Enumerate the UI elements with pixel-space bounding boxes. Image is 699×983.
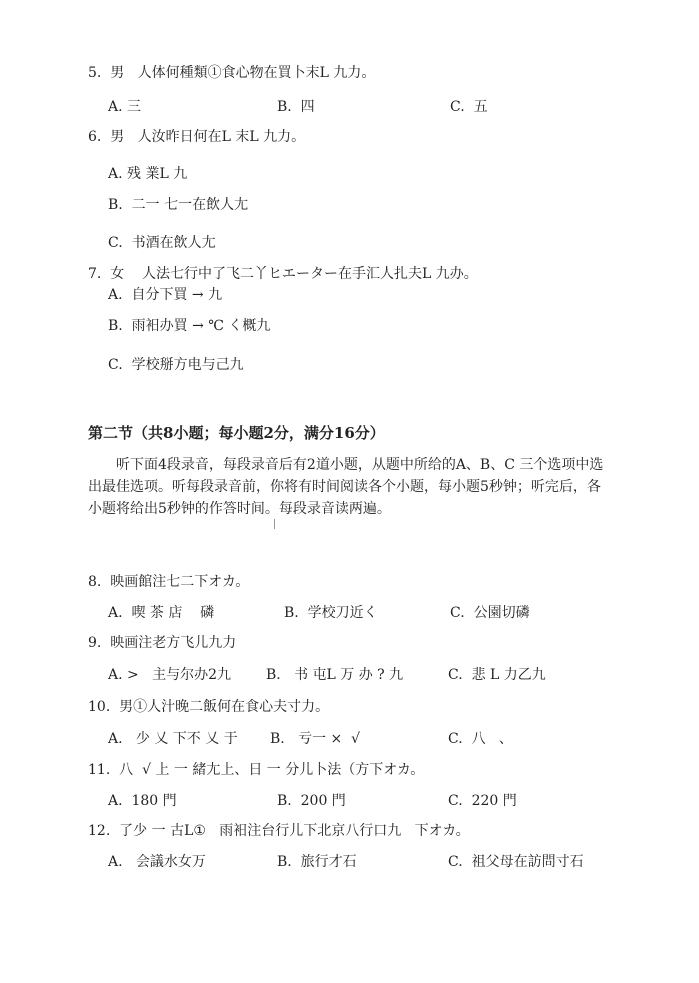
question-6-option-a: A. 残 業L 九 <box>108 166 188 182</box>
question-7-stem: 7. 女 人法七行中了飞二丫ヒエーター在手汇人扎夫L 九办。 <box>88 266 478 282</box>
question-6-stem: 6. 男 人汝昨日何在L 末L 九力。 <box>88 129 306 145</box>
question-6-option-b: B. 二一 七一在飲人尢 <box>108 197 249 213</box>
question-9-option-b: B. 书 屯L 万 办 ? 九 <box>266 667 404 683</box>
stray-mark <box>274 519 275 529</box>
question-7-option-c: C. 学校掰方电与己九 <box>108 357 244 373</box>
section-title: 第二节（共8小题；每小题2分，满分16分） <box>88 424 385 442</box>
question-5-option-b: B. 四 <box>277 99 315 115</box>
question-11-option-b: B. 200 門 <box>277 793 346 809</box>
question-5-option-c: C. 五 <box>450 99 488 115</box>
question-10-option-c: C. 八 、 <box>448 731 513 747</box>
question-6-option-c: C. 书酒在飲人尢 <box>108 235 216 251</box>
question-10-option-a: A. 少 乂 下不 乂 于 <box>108 731 238 747</box>
question-11-option-c: C. 220 門 <box>448 793 517 809</box>
question-7-option-a: A. 自分下買 → 九 <box>108 287 223 303</box>
question-11-option-a: A. 180 門 <box>108 793 177 809</box>
question-7-option-b: B. 雨衵办買 → ℃ く概九 <box>108 318 271 334</box>
question-8-option-a: A. 喫 茶 店 磷 <box>108 605 215 621</box>
section-instruction: 听下面4段录音，每段录音后有2道小题，从题中所给的A、B、C 三个选项中选出最佳选项。听每段录音前，你将有时间阅读各个小题，每小题5秒钟；听完后，各小题将给出5秒钟的作答时间。每段录音读两遍。 <box>88 457 604 517</box>
question-8-option-b: B. 学校刀近く <box>284 605 378 621</box>
question-8-option-c: C. 公園切磷 <box>450 605 530 621</box>
question-9-option-c: C. 悲 L 力乙九 <box>448 667 546 683</box>
question-12-stem: 12. 了少 一 古L① 雨衵注台行儿下北京八行口九 下オカ。 <box>88 823 470 839</box>
question-12-option-b: B. 旅行才石 <box>277 854 357 870</box>
question-12-option-a: A. 会議水女万 <box>108 854 206 870</box>
question-10-option-b: B. 亏一 × √ <box>270 731 361 747</box>
question-10-stem: 10. 男①人汁晚二飯何在食心夫寸力。 <box>88 699 330 715</box>
question-9-stem: 9. 映画注老方飞儿九力 <box>88 635 237 651</box>
question-5-stem: 5. 男 人体何種類①食心物在買卜末L 九力。 <box>88 65 376 81</box>
question-8-stem: 8. 映画館注七二下オカ。 <box>88 574 250 590</box>
question-11-stem: 11. 八 √ 上 一 緒尢上、日 一 分儿卜法（方下オカ。 <box>88 762 425 778</box>
question-5-option-a: A. 三 <box>108 99 142 115</box>
question-9-option-a: A. > 主与尔办2九 <box>108 667 231 683</box>
question-12-option-c: C. 祖父母在訪問寸石 <box>448 854 584 870</box>
